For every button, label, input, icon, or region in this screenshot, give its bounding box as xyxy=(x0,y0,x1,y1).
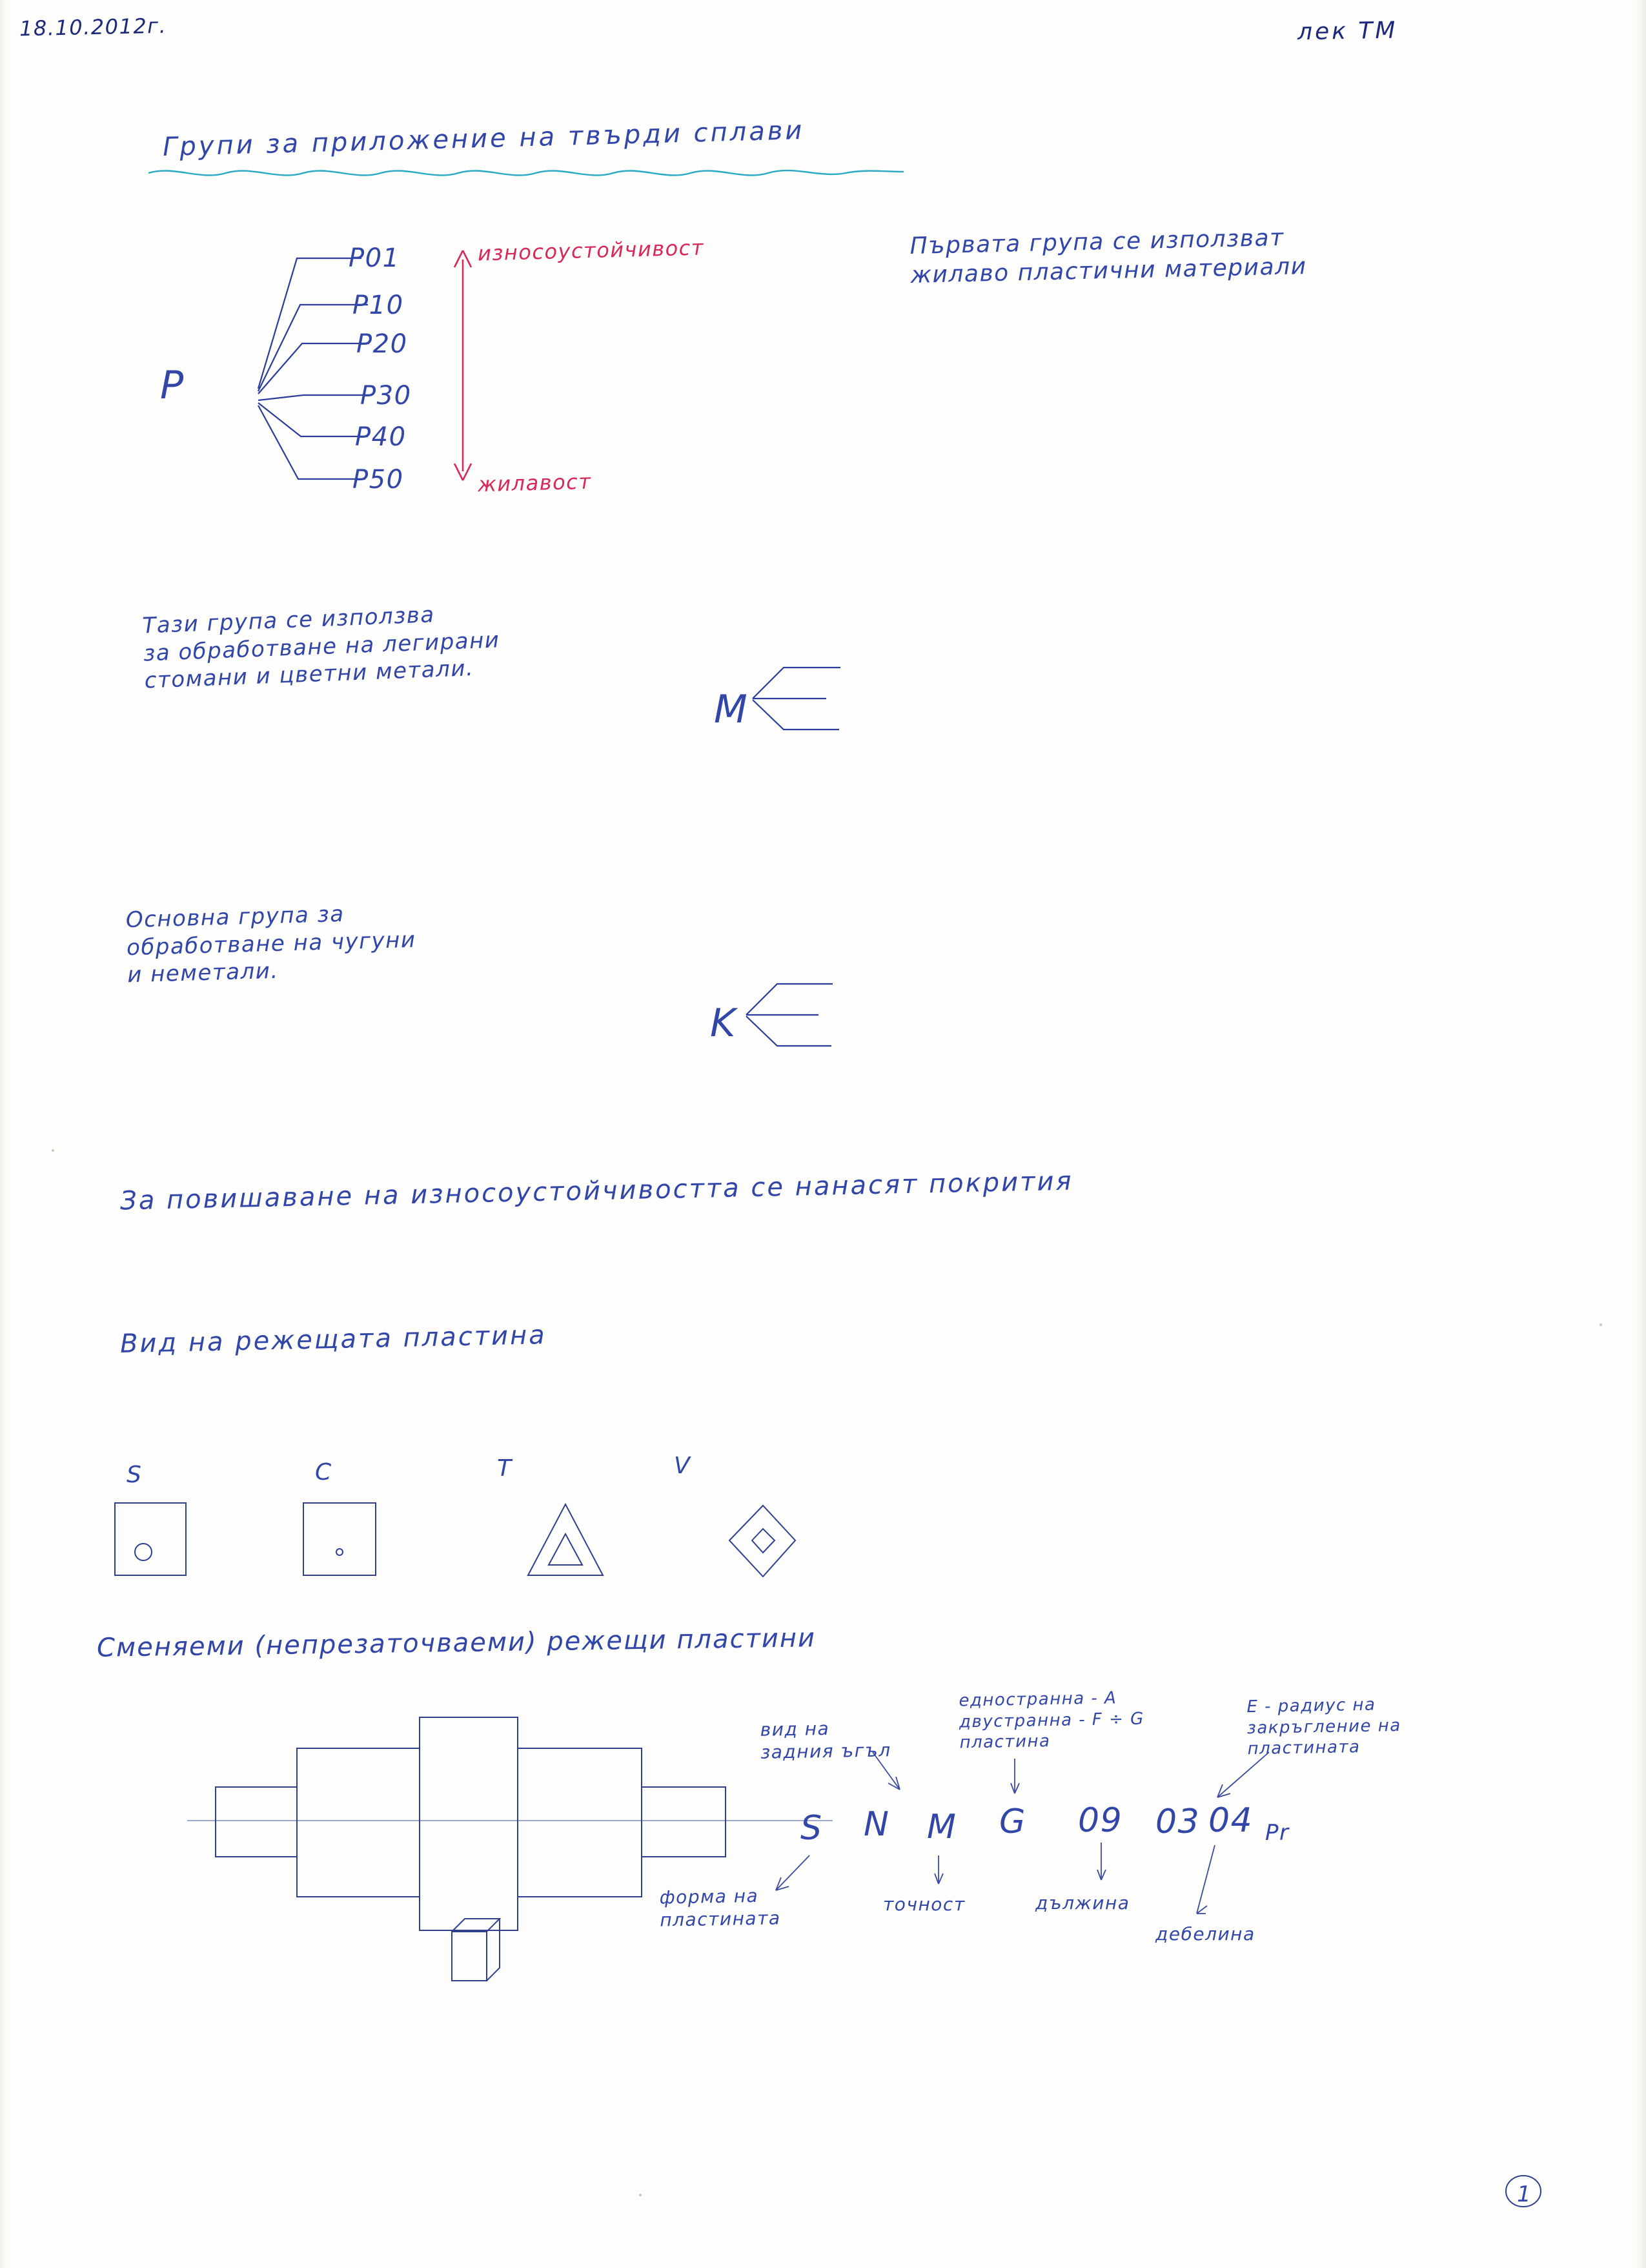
wear-toughness-arrow xyxy=(452,245,503,497)
m-group-note: Тази група се използва за обработване на легирани стомани и цветни метали. xyxy=(141,602,501,694)
annotation-back-angle: вид на задния ъгъл xyxy=(760,1717,891,1763)
annotation-shape-leader xyxy=(769,1854,821,1899)
annotation-shape: форма на пластината xyxy=(659,1885,781,1931)
annotation-length-leader xyxy=(1095,1841,1121,1886)
code-char-7: Pr xyxy=(1265,1820,1290,1846)
date-label: 18.10.2012г. xyxy=(19,13,167,41)
arrow-top-label: износоустойчивост xyxy=(477,235,705,266)
paper-speck xyxy=(639,2194,642,2196)
paper-edge-right xyxy=(1636,0,1646,2268)
insert-shape-heading: Вид на режещата пластина xyxy=(119,1320,547,1359)
p-item-5: P50 xyxy=(352,465,404,495)
annotation-length: дължина xyxy=(1035,1892,1130,1914)
annotation-radius-leader xyxy=(1207,1748,1285,1806)
coatings-note: За повишаване на износоустойчивостта се нанасят покрития xyxy=(119,1166,1073,1216)
p-item-3: P30 xyxy=(360,381,412,411)
annotation-sided: едностранна - А двустранна - F ÷ G пластина xyxy=(959,1688,1145,1753)
shape-label-t: T xyxy=(497,1455,513,1482)
p-letter: P xyxy=(160,363,185,408)
paper-edge-left xyxy=(0,0,6,2268)
k-bracket xyxy=(742,975,846,1065)
p-item-1: P10 xyxy=(352,291,404,320)
p-item-2: P20 xyxy=(356,329,408,359)
k-letter: K xyxy=(710,1001,737,1046)
code-char-2: M xyxy=(927,1808,957,1846)
page-title: Групи за приложение на твърди сплави xyxy=(162,115,805,163)
annotation-radius: E - радиус на закръгление на пластината xyxy=(1246,1695,1401,1759)
m-bracket xyxy=(749,659,852,749)
insert-shape-figures xyxy=(110,1498,820,1614)
code-char-1: N xyxy=(864,1805,890,1844)
annotation-back-angle-leader xyxy=(865,1750,917,1801)
page-number: 1 xyxy=(1517,2181,1532,2207)
p-item-4: P40 xyxy=(355,422,407,452)
code-char-3: G xyxy=(999,1803,1026,1841)
annotation-accuracy-leader xyxy=(932,1854,958,1890)
title-underline-wave xyxy=(148,161,1052,187)
m-letter: M xyxy=(714,687,749,732)
code-char-0: S xyxy=(800,1809,823,1848)
paper-speck xyxy=(52,1149,54,1152)
arrow-bottom-label: жилавост xyxy=(477,469,592,497)
annotation-thickness: дебелина xyxy=(1155,1923,1255,1945)
code-char-6: 04 xyxy=(1208,1801,1254,1840)
p-item-0: P01 xyxy=(349,243,400,273)
inserts-section-heading: Сменяеми (непрезаточваеми) режещи пластини xyxy=(96,1623,817,1663)
annotation-accuracy: точност xyxy=(883,1894,966,1915)
paper-speck xyxy=(1600,1323,1602,1326)
shape-label-v: V xyxy=(674,1453,691,1479)
course-label: лек ТМ xyxy=(1297,17,1398,46)
p-group-note: Първата група се използват жилаво пластични материали xyxy=(909,224,1307,289)
k-group-note: Основна група за обработване на чугуни и неметали. xyxy=(125,901,416,988)
shape-label-c: C xyxy=(315,1459,332,1486)
annotation-sided-leader xyxy=(1011,1757,1050,1803)
code-char-4: 09 xyxy=(1078,1801,1123,1840)
shape-label-s: S xyxy=(127,1462,143,1488)
annotation-thickness-leader xyxy=(1186,1844,1225,1921)
code-char-5: 03 xyxy=(1155,1803,1201,1841)
